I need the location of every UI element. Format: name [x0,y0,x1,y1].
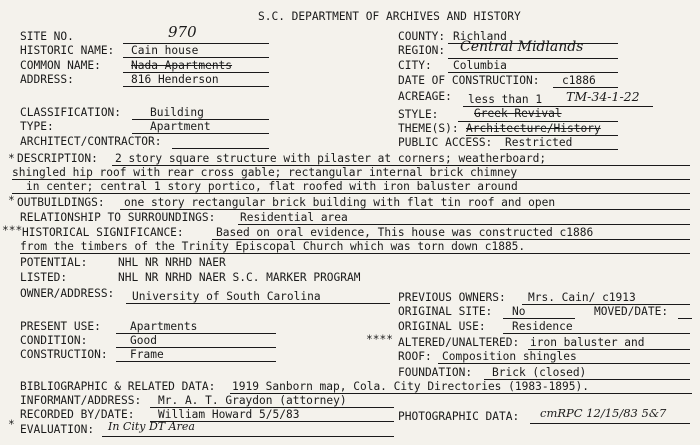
acreage-value: less than 1 [468,93,543,106]
photographic-underline [530,423,690,424]
historic-name-label: HISTORIC NAME: [20,44,115,57]
themes-value: Architecture/History [466,122,601,135]
historic-name-value: Cain house [131,44,199,57]
city-label: CITY: [398,59,432,72]
original-site-value: No [512,305,526,318]
present-use-value: Apartments [130,320,198,333]
common-name-label: COMMON NAME: [20,59,101,72]
architect-label: ARCHITECT/CONTRACTOR: [20,135,162,148]
original-use-underline [503,333,690,334]
informant-value: Mr. A. T. Graydon (attorney) [158,394,347,407]
owner-value: University of South Carolina [132,290,321,303]
relationship-label: RELATIONSHIP TO SURROUNDINGS: [20,211,216,224]
style-label: STYLE: [398,108,439,121]
moved-date-underline [678,318,692,319]
evaluation-label: EVALUATION: [20,423,95,436]
site-no-value: 970 [168,23,197,41]
owner-label: OWNER/ADDRESS: [20,287,115,300]
description-line-1: 2 story square structure with pilaster at corners; weatherboard; [115,152,547,165]
acreage-tm: TM-34-1-22 [566,89,640,104]
type-label: TYPE: [20,120,54,133]
bibliographic-value: 1919 Sanborn map, Cola. City Directories (1983-1895). [232,380,589,393]
public-access-value: Restricted [505,136,573,149]
outbuildings-underline [120,209,690,210]
condition-value: Good [130,334,157,347]
evaluation-underline [102,436,394,437]
date-construction-label: DATE OF CONSTRUCTION: [398,74,540,87]
significance-marker: *** [2,224,23,237]
classification-value: Building [150,106,204,119]
common-name-value: Nada Apartments [131,59,233,72]
construction-label: CONSTRUCTION: [20,348,108,361]
significance-underline-2 [20,253,690,254]
date-construction-underline [553,87,618,88]
roof-underline [438,363,690,364]
altered-label: ALTERED/UNALTERED: [398,336,520,349]
county-value: Richland [453,30,507,43]
historic-name-underline [123,57,269,58]
evaluation-value: In City DT Area [108,420,195,433]
roof-value: Composition shingles [442,350,577,363]
classification-label: CLASSIFICATION: [20,106,122,119]
outbuildings-marker: * [8,194,15,207]
public-access-label: PUBLIC ACCESS: [398,136,493,149]
description-line-3: in center; central 1 story portico, flat roofed with iron baluster around [26,180,518,193]
address-label: ADDRESS: [20,73,74,86]
bibliographic-label: BIBLIOGRAPHIC & RELATED DATA: [20,380,216,393]
photographic-value: cmRPC 12/15/83 5&7 [540,406,667,420]
owner-underline [126,303,390,304]
description-underline-3 [12,193,690,194]
listed-label: LISTED: [20,271,68,284]
informant-label: INFORMANT/ADDRESS: [20,394,142,407]
recorded-label: RECORDED BY/DATE: [20,408,135,421]
outbuildings-label: OUTBUILDINGS: [17,196,105,209]
region-value: Central Midlands [460,39,584,55]
construction-underline [116,361,276,362]
significance-line-2: from the timbers of the Trinity Episcopal Church which was torn down c1885. [20,240,526,253]
moved-date-label: MOVED/DATE: [594,305,669,318]
address-value: 816 Henderson [131,73,219,86]
relationship-value: Residential area [240,211,348,224]
original-site-label: ORIGINAL SITE: [398,305,493,318]
form-title: S.C. DEPARTMENT OF ARCHIVES AND HISTORY [258,10,521,23]
city-value: Columbia [453,59,507,72]
present-use-label: PRESENT USE: [20,320,101,333]
original-use-value: Residence [512,320,573,333]
architect-underline [172,148,269,149]
public-access-underline [500,149,618,150]
site-no-label: SITE NO. [20,30,74,43]
construction-value: Frame [130,348,164,361]
description-marker: * [8,152,15,165]
photographic-label: PHOTOGRAPHIC DATA: [398,410,520,423]
outbuildings-value: one story rectangular brick building with flat tin roof and open [124,196,556,209]
relationship-underline [238,224,690,225]
themes-label: THEME(S): [398,122,459,135]
condition-label: CONDITION: [20,334,88,347]
original-site-underline [503,318,575,319]
foundation-label: FOUNDATION: [398,366,473,379]
city-underline [448,72,618,73]
type-value: Apartment [150,120,211,133]
significance-line-1: Based on oral evidence, This house was constructed c1886 [216,226,594,239]
recorded-value: William Howard 5/5/83 [158,408,300,421]
date-construction-value: c1886 [562,74,596,87]
original-use-label: ORIGINAL USE: [398,320,486,333]
foundation-value: Brick (closed) [492,366,587,379]
evaluation-marker: * [8,418,15,431]
description-line-2: shingled hip roof with rear cross gable; rectangular internal brick chimney [12,166,518,179]
description-label: DESCRIPTION: [17,152,98,165]
significance-label: HISTORICAL SIGNIFICANCE: [22,226,184,239]
county-label: COUNTY: [398,30,446,43]
potential-label: POTENTIAL: [20,256,88,269]
altered-value: iron baluster and [530,336,645,349]
potential-codes: NHL NR NRHD NAER [118,256,226,269]
address-underline [123,86,269,87]
region-label: REGION: [398,44,446,57]
acreage-label: ACREAGE: [398,90,452,103]
previous-owners-value: Mrs. Cain/ c1913 [528,291,636,304]
type-underline [132,133,269,134]
roof-label: ROOF: [398,350,432,363]
altered-marker: **** [366,333,393,346]
style-value: Greek Revival [474,107,562,120]
listed-codes: NHL NR NRHD NAER S.C. MARKER PROGRAM [118,271,361,284]
previous-owners-label: PREVIOUS OWNERS: [398,291,506,304]
